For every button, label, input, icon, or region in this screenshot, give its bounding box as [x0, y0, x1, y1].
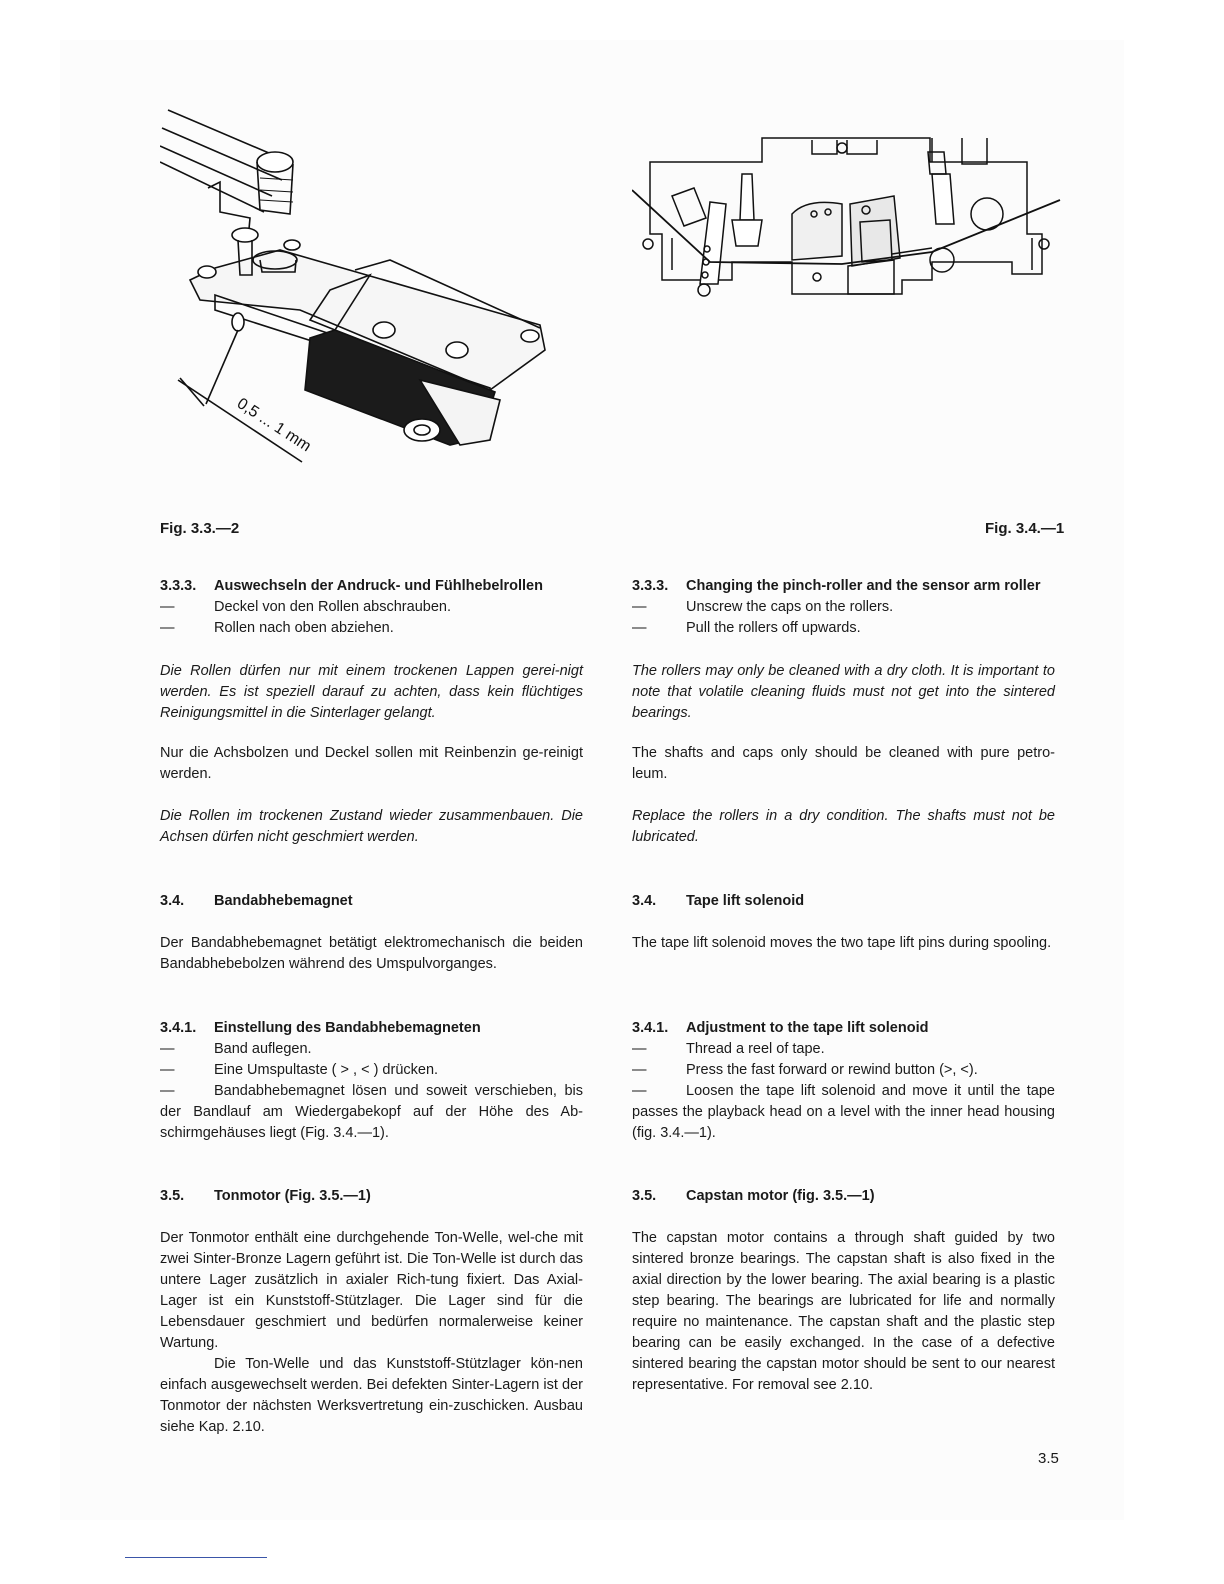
list-item-long: [632, 1081, 1055, 1144]
dash: —: [632, 1041, 647, 1057]
figure-caption-left: Fig. 3.3.—2: [160, 520, 240, 537]
section-heading: [160, 576, 583, 597]
column-german: [160, 576, 583, 1446]
list-item-text: Rollen nach oben abziehen.: [214, 620, 394, 636]
section-3-3-3-de: [160, 576, 583, 639]
list-item-long: [160, 1081, 583, 1144]
section-number: 3.5.: [160, 1188, 185, 1204]
list-item-text: Pull the rollers off upwards.: [686, 620, 861, 636]
paragraph-motor-1: The capstan motor contains a through shaft guided by two sintered bronze bearings. The capstan shaft is also fixed in the axial direction by the lower bearing. The axial bearing is a plastic step bearing. The bearings are lubricated for life and normally require no maintenance. The capstan shaft and the plastic step bearing can be easily exchanged. In the case of a defective sintered bearing the capstan motor should be sent to our nearest representative. For removal see 2.10.: [632, 1230, 1055, 1393]
list-item-text: Deckel von den Rollen abschrauben.: [214, 599, 451, 615]
section-heading: [160, 891, 583, 912]
section-heading: [632, 1186, 1055, 1207]
section-3-3-3-en: [632, 576, 1055, 639]
section-number: 3.4.1.: [632, 1020, 669, 1036]
section-number: 3.4.1.: [160, 1020, 197, 1036]
dash: —: [160, 1083, 175, 1099]
pinch-roller-drawing: [160, 100, 560, 480]
list-item-text: Thread a reel of tape.: [686, 1041, 825, 1057]
section-3-4-en: [632, 891, 1055, 912]
list-item: [160, 1060, 583, 1081]
section-3-4-1-en: [632, 1018, 1055, 1144]
section-heading: [160, 1018, 583, 1039]
section-number: 3.3.3.: [632, 578, 669, 594]
figure-pinch-roller-arm: [160, 100, 560, 480]
list-item-text: Press the fast forward or rewind button (>, <).: [686, 1062, 978, 1078]
dash: —: [632, 620, 647, 636]
dash: —: [160, 620, 175, 636]
section-heading: [632, 1018, 1055, 1039]
figure-head-block: [632, 134, 1062, 314]
note-cleaning: The rollers may only be cleaned with a dry cloth. It is important to note that volatile cleaning fluids must not get into the sintered bearings.: [632, 663, 1055, 721]
section-number: 3.4.: [632, 893, 657, 909]
dash: —: [160, 1041, 175, 1057]
section-heading: [632, 891, 1055, 912]
section-title: Tape lift solenoid: [686, 893, 805, 909]
paragraph-solenoid: The tape lift solenoid moves the two tape lift pins during spooling.: [632, 935, 1052, 951]
column-english: [632, 576, 1055, 1446]
section-title: Einstellung des Bandabhebemagneten: [214, 1020, 481, 1036]
note-reassembly: Replace the rollers in a dry condition. The shafts must not be lubricated.: [632, 808, 1055, 845]
section-title: Auswechseln der Andruck- und Fühlhebelrollen: [214, 578, 543, 594]
section-title: Adjustment to the tape lift solenoid: [686, 1020, 929, 1036]
list-item-text: Unscrew the caps on the rollers.: [686, 599, 894, 615]
section-number: 3.4.: [160, 893, 185, 909]
dash: —: [632, 1062, 647, 1078]
footer-line: [125, 1557, 267, 1558]
dash: —: [632, 1083, 647, 1099]
section-title: Tonmotor (Fig. 3.5.—1): [214, 1188, 371, 1204]
head-block-drawing: [632, 134, 1062, 314]
list-item-text: Eine Umspultaste ( > , < ) drücken.: [214, 1062, 439, 1078]
page-number: 3.5: [1038, 1450, 1059, 1467]
list-item-text: Bandabhebemagnet lösen und soweit verschieben, bis der Bandlauf am Wiedergabekopf auf der Höhe des Ab-schirmgehäuses liegt (Fig. 3.4.—1).: [160, 1083, 583, 1141]
dash: —: [160, 1062, 175, 1078]
paragraph-cleaning: The shafts and caps only should be cleaned with pure petro-leum.: [632, 745, 1055, 782]
list-item: [160, 597, 583, 618]
section-3-5-de: [160, 1186, 583, 1207]
section-title: Capstan motor (fig. 3.5.—1): [686, 1188, 875, 1204]
section-number: 3.3.3.: [160, 578, 197, 594]
section-number: 3.5.: [632, 1188, 657, 1204]
list-item: [160, 1039, 583, 1060]
dash: —: [160, 599, 175, 615]
dash: —: [632, 599, 647, 615]
list-item-text: Band auflegen.: [214, 1041, 312, 1057]
section-3-5-en: [632, 1186, 1055, 1207]
section-3-4-1-de: [160, 1018, 583, 1144]
section-heading: [160, 1186, 583, 1207]
section-title: Bandabhebemagnet: [214, 893, 353, 909]
paragraph-motor-1: Der Tonmotor enthält eine durchgehende Ton-Welle, wel-che mit zwei Sinter-Bronze Lagern geführt ist. Die Ton-Welle ist durch das untere Lager zusätzlich in axialer Rich-tung fixiert. Das Axial-Lager ist ein Kunststoff-Stützlager. Die Lager sind für die Lebensdauer geschmiert und bedürfen normalerweise keiner Wartung.: [160, 1230, 583, 1351]
list-item-text: Loosen the tape lift solenoid and move it until the tape passes the playback head on a level with the inner head housing (fig. 3.4.—1).: [632, 1083, 1055, 1141]
section-3-4-de: [160, 891, 583, 912]
dimension-label: 0,5 ... 1 mm: [233, 395, 314, 456]
section-heading: [632, 576, 1055, 597]
note-cleaning: Die Rollen dürfen nur mit einem trockenen Lappen gerei-nigt werden. Es ist speziell darauf zu achten, dass kein flüchtiges Reinigungsmittel in die Sinterlager gelangt.: [160, 663, 583, 721]
paragraph-solenoid: Der Bandabhebemagnet betätigt elektromechanisch die beiden Bandabhebebolzen während des Umspulvorganges.: [160, 935, 583, 972]
list-item: [632, 1039, 1055, 1060]
figure-caption-right: Fig. 3.4.—1: [985, 520, 1065, 537]
note-reassembly: Die Rollen im trockenen Zustand wieder zusammenbauen. Die Achsen dürfen nicht geschmiert werden.: [160, 808, 583, 845]
paragraph-cleaning: Nur die Achsbolzen und Deckel sollen mit Reinbenzin ge-reinigt werden.: [160, 745, 583, 782]
list-item: [632, 597, 1055, 618]
section-title: Changing the pinch-roller and the sensor arm roller: [686, 578, 1041, 594]
paragraph-motor-2: Die Ton-Welle und das Kunststoff-Stützlager kön-nen einfach ausgewechselt werden. Bei defekten Sinter-Lagern ist der Tonmotor der nächsten Werksvertretung ein-zuschicken. Ausbau siehe Kap. 2.10.: [160, 1356, 583, 1435]
list-item: [632, 618, 1055, 639]
list-item: [632, 1060, 1055, 1081]
list-item: [160, 618, 583, 639]
